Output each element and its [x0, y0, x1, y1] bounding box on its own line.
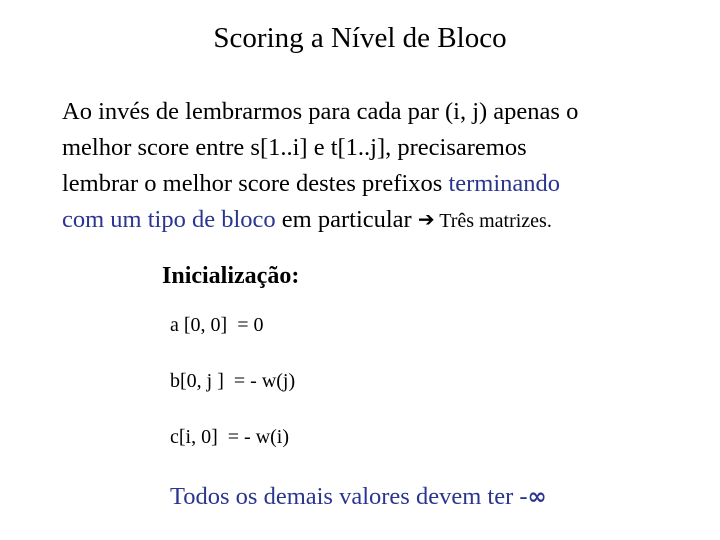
right-arrow-icon: ➔ — [417, 209, 435, 231]
highlight-terminando: terminando — [448, 170, 561, 197]
equation-c: c[i, 0] = - w(i) — [170, 426, 290, 448]
highlight-block-type: com um tipo de bloco — [62, 206, 276, 233]
paragraph-line-2: melhor score entre s[1..i] e t[1..j], precisaremos — [62, 134, 527, 161]
equation-b: b[0, j ] = - w(j) — [170, 370, 296, 392]
final-statement — [170, 480, 547, 514]
three-matrices-text: Três matrizes. — [434, 210, 552, 232]
paragraph-line-3 — [62, 166, 712, 202]
paragraph-line-4-text: em particular — [275, 206, 418, 233]
equation-a: a [0, 0] = 0 — [170, 314, 264, 336]
infinity-symbol: ∞ — [527, 484, 547, 510]
slide-title: Scoring a Nível de Bloco — [213, 22, 507, 54]
final-statement-text: Todos os demais valores devem ter - — [170, 483, 528, 510]
paragraph-line-4 — [62, 202, 712, 239]
paragraph-line-3-text: lembrar o melhor score destes prefixos — [62, 170, 449, 197]
paragraph-line-1: Ao invés de lembrarmos para cada par (i, j) apenas o — [62, 98, 579, 125]
initialization-heading: Inicialização: — [162, 263, 300, 289]
body-paragraph — [62, 94, 712, 239]
